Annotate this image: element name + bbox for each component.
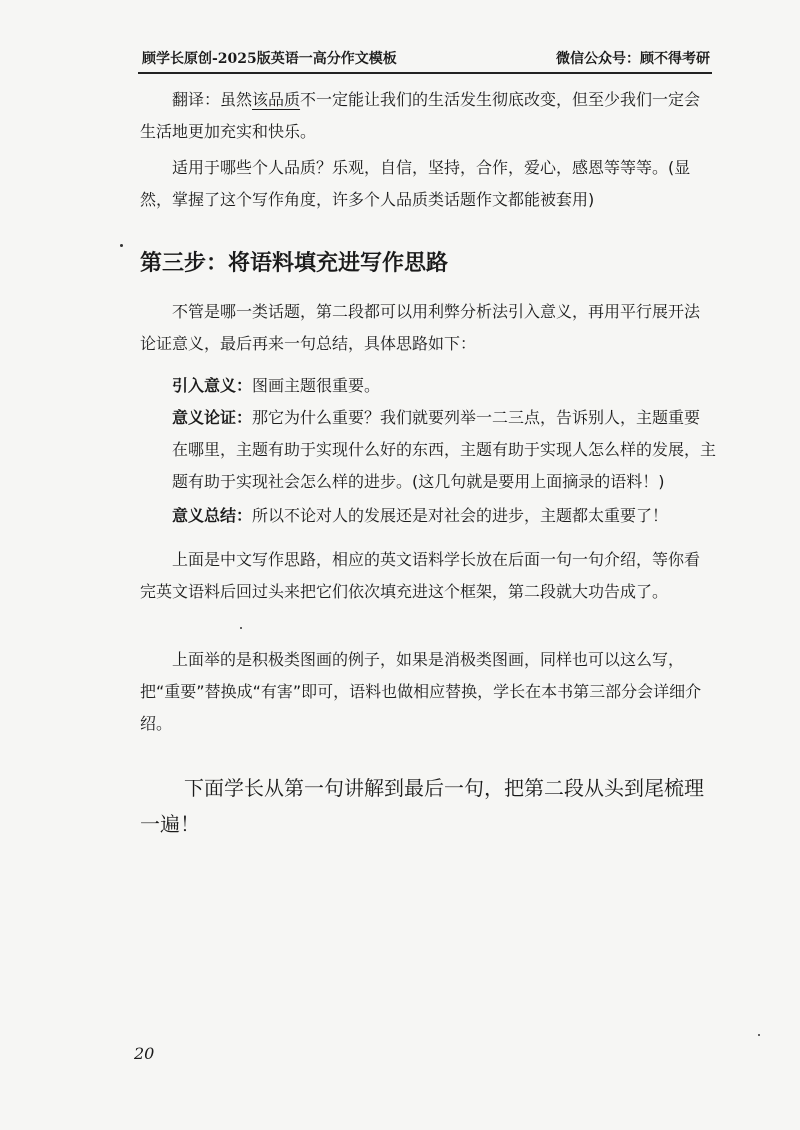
scan-speck: [758, 1034, 760, 1036]
outline-argue: [172, 402, 716, 498]
outline-intro-label: 引入意义：: [172, 376, 253, 395]
header-wechat: 微信公众号：顾不得考研: [556, 51, 710, 67]
translation-prefix: 翻译：虽然: [172, 90, 253, 109]
outline-intro: [172, 370, 716, 402]
translation-rest: 不一定能让我们的生活发生彻底改变，但至少我们一定会生活地更加充实和快乐。: [140, 90, 701, 141]
outline-argue-text: 那它为什么重要？我们就要列举一二三点，告诉别人，主题重要在哪里，主题有助于实现什么好的东西，主题有助于实现人怎么样的发展，主题有助于实现社会怎么样的进步。(这几句就是要用上面摘录的语料！): [172, 408, 717, 491]
scan-speck: [240, 627, 242, 629]
header-rule: [138, 72, 712, 74]
outline-summary-label: 意义总结：: [172, 506, 253, 525]
translation-emphasis: 该品质: [252, 90, 301, 109]
negative-image-paragraph: 上面举的是积极类图画的例子，如果是消极类图画，同样也可以这么写，把“重要”替换成“有害”即可，语料也做相应替换，学长在本书第三部分会详细介绍。: [140, 650, 702, 733]
section-title: 第三步：将语料填充进写作思路: [140, 251, 449, 276]
applicable-qualities-paragraph: 适用于哪些个人品质？乐观，自信，坚持，合作，爱心，感恩等等等。(显然，掌握了这个写作角度，许多个人品质类话题作文都能被套用): [140, 158, 691, 209]
outline-summary-text: 所以不论对人的发展还是对社会的进步，主题都太重要了！: [252, 506, 669, 525]
page-number: 20: [134, 1044, 155, 1063]
method-paragraph: 不管是哪一类话题，第二段都可以用利弊分析法引入意义，再用平行展开法论证意义，最后再来一句总结，具体思路如下：: [140, 302, 701, 353]
outline-argue-label: 意义论证：: [172, 408, 253, 427]
closing-statement: 下面学长从第一句讲解到最后一句，把第二段从头到尾梳理一遍！: [140, 776, 704, 836]
outline-intro-text: 图画主题很重要。: [252, 376, 381, 395]
translation-paragraph: [140, 84, 714, 148]
page-header: [142, 46, 710, 72]
outline-summary: [172, 500, 716, 532]
scan-speck: [120, 244, 123, 247]
english-material-paragraph: 上面是中文写作思路，相应的英文语料学长放在后面一句一句介绍，等你看完英文语料后回过头来把它们依次填充进这个框架，第二段就大功告成了。: [140, 550, 701, 601]
header-title: 顾学长原创-2025版英语一高分作文模板: [142, 51, 397, 67]
